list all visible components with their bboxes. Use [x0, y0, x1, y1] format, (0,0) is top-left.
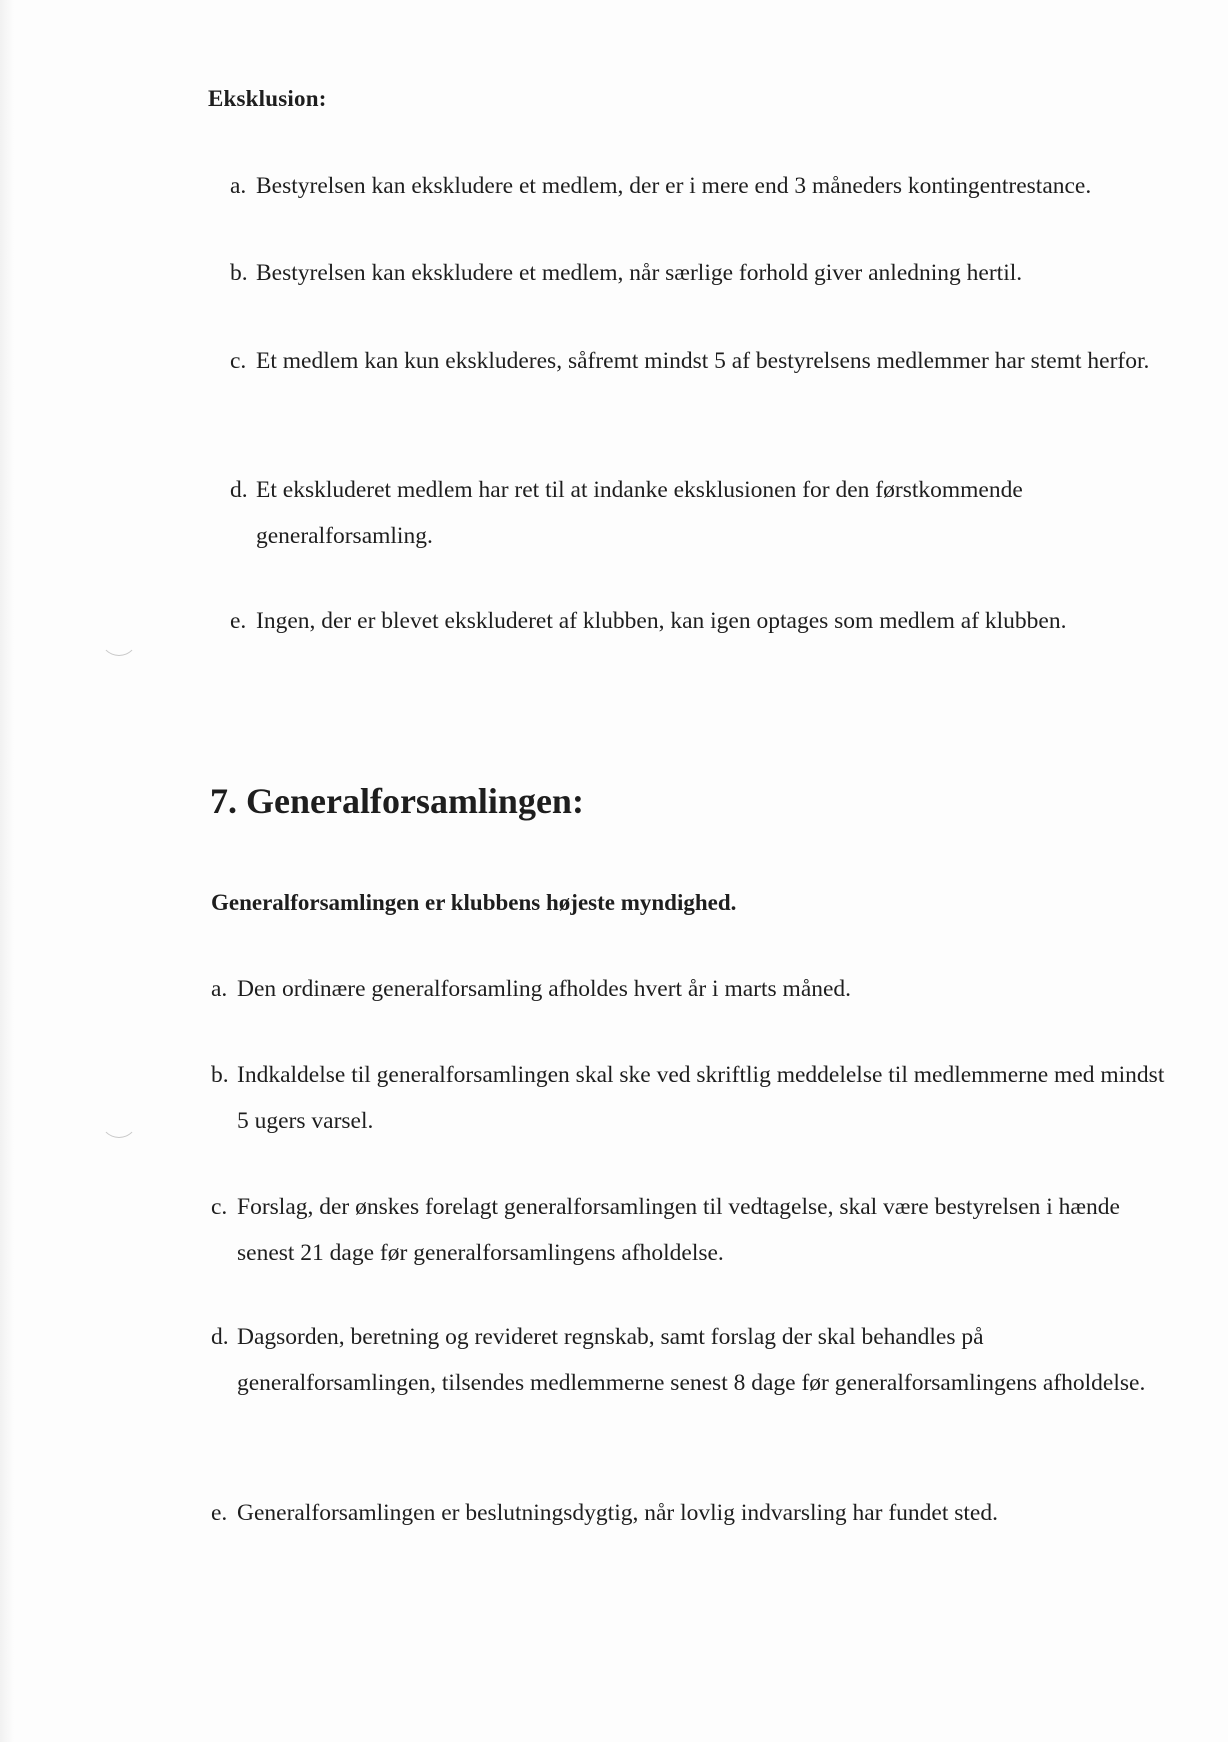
punch-hole-mark [100, 618, 138, 656]
list-item-text: Bestyrelsen kan ekskludere et medlem, der er i mere end 3 måneders kontingentrestance. [256, 173, 1092, 199]
list-item-text: Forslag, der ønskes forelagt generalforsamlingen til vedtagelse, skal være bestyrelsen i hænde senest 21 dage før generalforsamlingens afholdelse. [237, 1194, 1120, 1266]
exclusion-item-d [230, 467, 1180, 559]
exclusion-item-a [230, 163, 1180, 209]
list-item-text: Bestyrelsen kan ekskludere et medlem, når særlige forhold giver anledning hertil. [256, 260, 1023, 286]
section-7-title: 7. Generalforsamlingen: [210, 781, 584, 821]
punch-hole-mark [100, 1100, 138, 1138]
general-assembly-item-b [211, 1052, 1171, 1144]
scan-edge-shadow [0, 0, 14, 1742]
list-marker: e. [230, 608, 247, 634]
general-assembly-item-c [211, 1184, 1171, 1276]
general-assembly-item-d [211, 1314, 1171, 1406]
list-marker: a. [211, 976, 228, 1002]
list-marker: d. [211, 1324, 229, 1350]
list-marker: c. [211, 1194, 228, 1220]
list-item-text: Indkaldelse til generalforsamlingen skal ske ved skriftlig meddelelse til medlemmerne med mindst 5 ugers varsel. [237, 1062, 1165, 1134]
general-assembly-item-e [211, 1490, 1171, 1536]
list-item-text: Dagsorden, beretning og revideret regnskab, samt forslag der skal behandles på generalforsamlingen, tilsendes medlemmerne senest 8 dage før generalforsamlingens afholdelse. [237, 1324, 1146, 1396]
list-marker: c. [230, 348, 247, 374]
list-item-text: Et ekskluderet medlem har ret til at indanke eksklusionen for den førstkommende generalforsamling. [256, 477, 1023, 549]
list-item-text: Ingen, der er blevet ekskluderet af klubben, kan igen optages som medlem af klubben. [256, 608, 1067, 634]
list-marker: b. [230, 260, 248, 286]
list-item-text: Den ordinære generalforsamling afholdes hvert år i marts måned. [237, 976, 852, 1002]
exclusion-item-e [230, 598, 1180, 644]
exclusion-heading: Eksklusion: [208, 86, 327, 111]
exclusion-item-c [230, 338, 1180, 384]
list-marker: d. [230, 477, 248, 503]
list-item-text: Generalforsamlingen er beslutningsdygtig, når lovlig indvarsling har fundet sted. [237, 1500, 998, 1526]
exclusion-item-b [230, 250, 1180, 296]
general-assembly-item-a [211, 966, 1171, 1012]
section-7-intro: Generalforsamlingen er klubbens højeste myndighed. [211, 890, 737, 915]
list-marker: e. [211, 1500, 228, 1526]
list-marker: b. [211, 1062, 229, 1088]
list-marker: a. [230, 173, 247, 199]
list-item-text: Et medlem kan kun ekskluderes, såfremt mindst 5 af bestyrelsens medlemmer har stemt herfor. [256, 348, 1150, 374]
